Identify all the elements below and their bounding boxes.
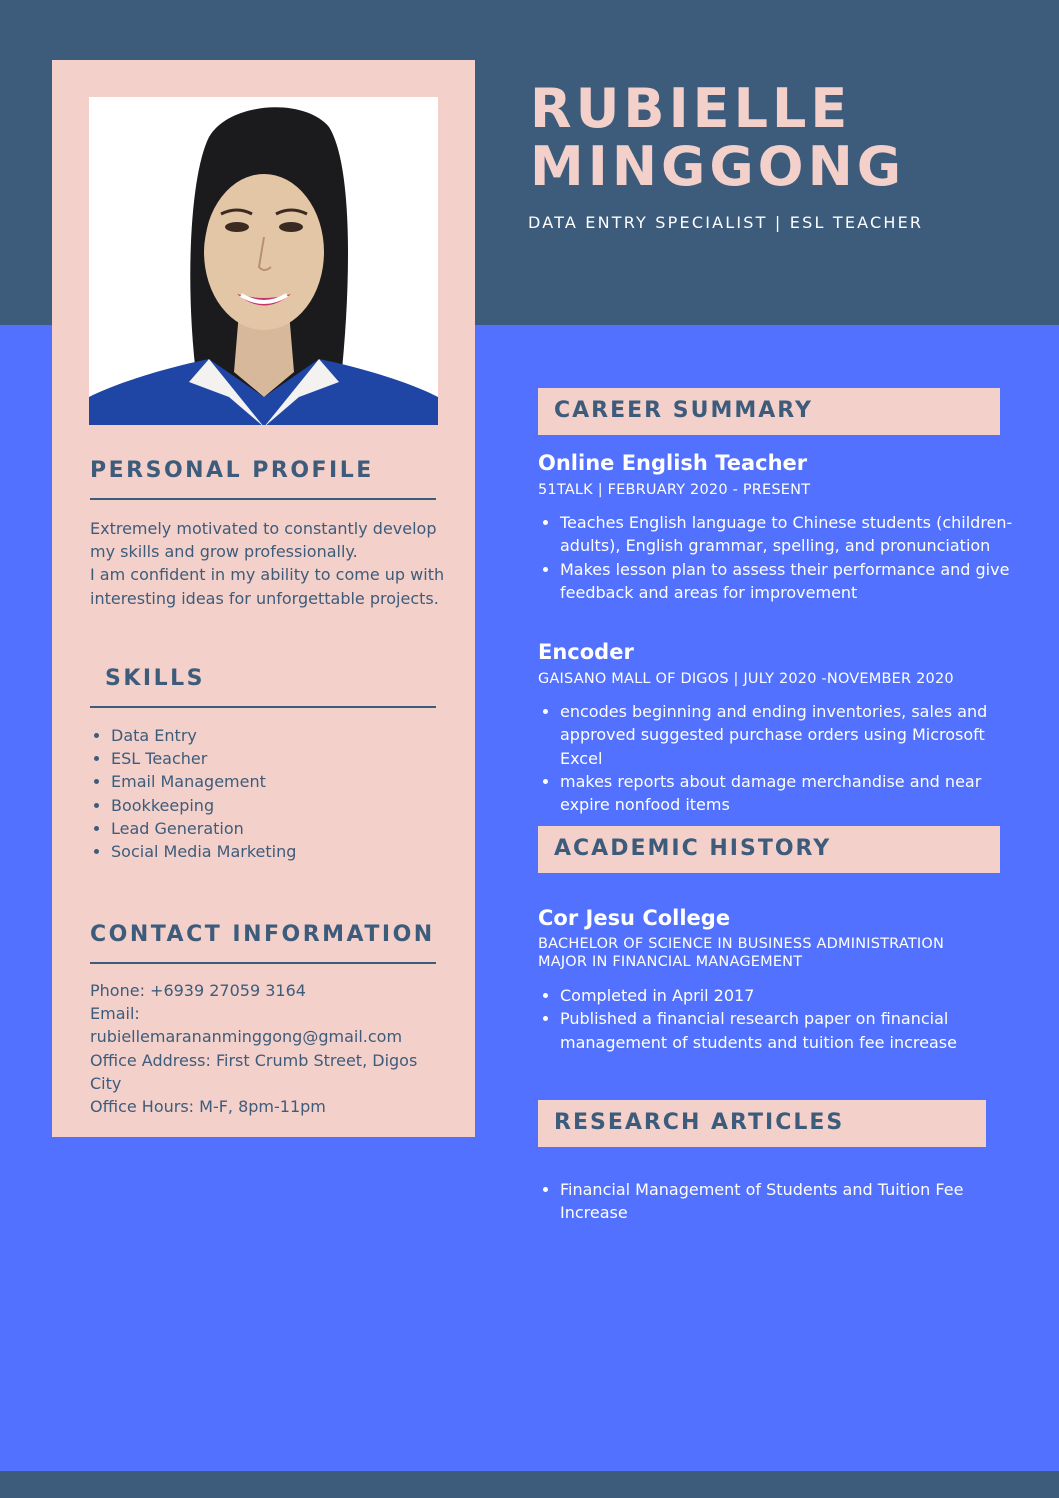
academic-history-banner — [538, 826, 1000, 873]
job-bullet: • makes reports about damage merchandise and near expire nonfood items — [560, 770, 1020, 817]
job-bullet: • Teaches English language to Chinese students (children-adults), English grammar, spelling, and pronunciation — [560, 511, 1020, 558]
skill-item: • ESL Teacher — [111, 747, 296, 770]
contact-heading: CONTACT INFORMATION — [90, 922, 435, 947]
profile-heading: PERSONAL PROFILE — [90, 458, 374, 483]
academic-bullet: • Published a financial research paper on financial management of students and tuition fee increase — [560, 1007, 1020, 1054]
job-title: Online English Teacher — [538, 451, 808, 475]
research-articles-heading: RESEARCH ARTICLES — [554, 1110, 845, 1135]
job-title: Encoder — [538, 640, 634, 664]
contact-info — [90, 979, 450, 1118]
job-bullet: • Makes lesson plan to assess their performance and give feedback and areas for improvement — [560, 558, 1020, 605]
career-summary-banner — [538, 388, 1000, 435]
school-name: Cor Jesu College — [538, 906, 731, 930]
skills-divider — [90, 706, 436, 708]
job-bullets — [538, 511, 1020, 604]
job-bullet: • encodes beginning and ending inventories, sales and approved suggested purchase orders using Microsoft Excel — [560, 700, 1020, 770]
profile-photo — [89, 97, 438, 425]
profile-text — [90, 517, 450, 610]
job-meta — [538, 481, 810, 499]
profile-line: I am confident in my ability to come up with interesting ideas for unforgettable projects. — [90, 565, 445, 608]
research-bullets — [538, 1178, 1020, 1225]
skill-item: • Bookkeeping — [111, 794, 296, 817]
job-subtitle: DATA ENTRY SPECIALIST | ESL TEACHER — [528, 213, 924, 232]
skill-item: • Social Media Marketing — [111, 840, 296, 863]
skills-heading: SKILLS — [105, 666, 205, 691]
academic-bullets — [538, 984, 1020, 1054]
first-name: RUBIELLE — [530, 77, 852, 140]
person-name — [530, 77, 906, 198]
skill-item: • Lead Generation — [111, 817, 296, 840]
contact-phone: Phone: +6939 27059 3164 — [90, 981, 306, 1000]
portrait-illustration — [89, 97, 438, 425]
sidebar-panel — [52, 60, 475, 1137]
academic-history-heading: ACADEMIC HISTORY — [554, 836, 832, 861]
job-meta-line: 51TALK | FEBRUARY 2020 - PRESENT — [538, 482, 811, 498]
contact-hours: Office Hours: M-F, 8pm-11pm — [90, 1097, 326, 1117]
degree-line: BACHELOR OF SCIENCE IN BUSINESS ADMINISTRATION — [538, 936, 945, 952]
profile-line: Extremely motivated to constantly develop my skills and grow professionally. — [90, 519, 437, 562]
job-bullets — [538, 700, 1020, 816]
degree-info — [538, 935, 944, 971]
skill-item: • Email Management — [111, 770, 296, 793]
skills-list — [90, 724, 296, 863]
research-articles-banner — [538, 1100, 986, 1147]
job-meta-line: GAISANO MALL OF DIGOS | JULY 2020 -NOVEMBER 2020 — [538, 671, 954, 687]
research-bullet: • Financial Management of Students and Tuition Fee Increase — [560, 1178, 1020, 1225]
last-name: MINGGONG — [530, 135, 906, 198]
degree-line: MAJOR IN FINANCIAL MANAGEMENT — [538, 954, 803, 970]
academic-bullet: • Completed in April 2017 — [560, 984, 1020, 1007]
career-summary-heading: CAREER SUMMARY — [554, 398, 813, 423]
profile-divider — [90, 498, 436, 500]
contact-email[interactable]: rubiellemarananminggong@gmail.com — [90, 1027, 403, 1047]
skill-item: • Data Entry — [111, 724, 296, 747]
contact-email-label: Email: — [90, 1004, 140, 1024]
footer-band — [0, 1471, 1059, 1498]
contact-address: Office Address: First Crumb Street, Digos City — [90, 1050, 418, 1093]
contact-divider — [90, 962, 436, 964]
job-meta — [538, 670, 954, 688]
